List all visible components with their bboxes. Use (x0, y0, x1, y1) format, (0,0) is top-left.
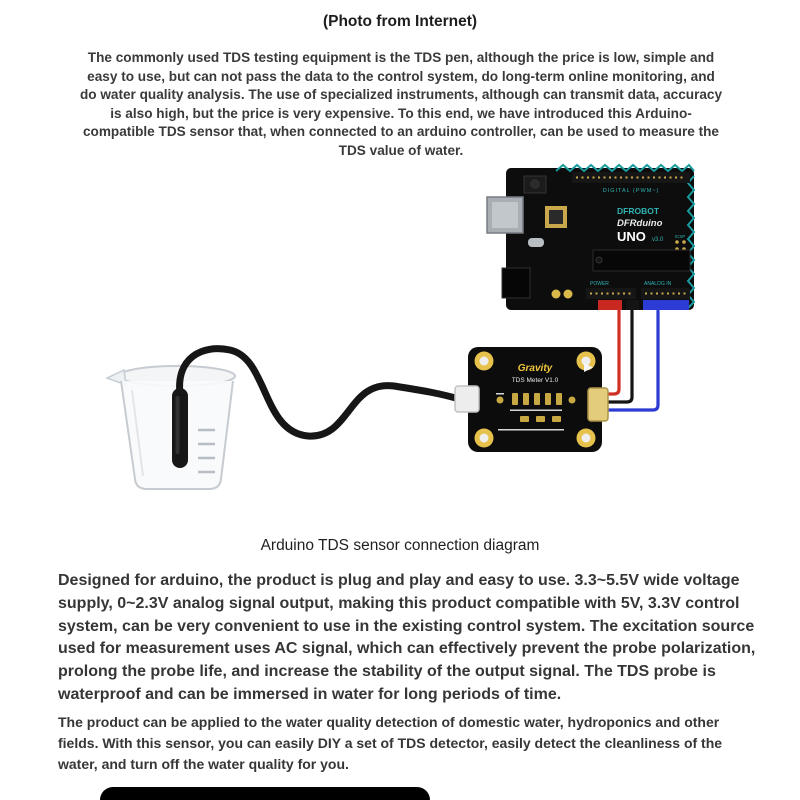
power-jack (502, 268, 530, 298)
analog-pin-header (641, 288, 690, 299)
icsp-label: ICSP (674, 234, 686, 239)
mcu-chip (593, 250, 690, 271)
beaker (107, 366, 235, 489)
mcu-notch (596, 257, 602, 263)
tds-label-text: TDS Meter V1.0 (511, 377, 559, 384)
tds-probe (172, 388, 188, 468)
analog-header-label: ANALOG IN (644, 281, 672, 287)
jumper-wires (604, 311, 658, 410)
capacitor (552, 290, 561, 299)
usb-port-inner (492, 202, 518, 228)
power-header-label: POWER (590, 281, 609, 287)
blue-pin-plug (643, 300, 689, 310)
arduino-uno-board (487, 165, 694, 310)
connection-diagram (0, 150, 800, 536)
arduino-model-text: DFRduino (617, 218, 663, 229)
reset-button-cap (530, 179, 540, 189)
arduino-brand-text: DFROBOT (617, 206, 660, 216)
features-paragraph: Designed for arduino, the product is plug and play and easy to use. 3.3~5.5V wide voltage supply, 0~2.3V analog signal output, making this product compatible with 5V, 3.3V control system, can be very convenient to use in the existing control system. The excitation source used for measurement uses AC signal, which can effectively prevent the probe polarization, prolong the probe life, and increase the stability of the output signal. The TDS probe is waterproof and can be immersed in water for long periods of time. (58, 572, 756, 703)
probe-connector-white (455, 386, 479, 412)
red-pin-plug (598, 300, 622, 310)
tds-sensor-board (468, 347, 602, 452)
wire-red (604, 311, 619, 394)
signal-connector-yellow (588, 388, 608, 421)
applications-paragraph: The product can be applied to the water quality detection of domestic water, hydroponics and other fields. With this sensor, you can easily DIY a set of TDS detector, easily detect the cleanliness of the water, and turn off the water quality for you. (58, 714, 723, 772)
page-title: (Photo from Internet) (322, 13, 478, 30)
gold-chip-die (549, 210, 563, 224)
intro-paragraph: The commonly used TDS testing equipment is the TDS pen, although the price is low, simple and easy to use, but can not pass the data to the control system, do long-term online monitoring, and do water quality analysis. The use of specialized instruments, although can transmit data, accuracy is also high, but the price is very expensive. To this end, we have introduced this Arduino-compatible TDS sensor that, when connected to an arduino controller, can be used to measure the TDS value of water. (79, 50, 723, 158)
arduino-series-text: UNO (617, 229, 646, 244)
black-pin-plug (626, 300, 639, 310)
digital-header-label: DIGITAL (PWM~) (602, 188, 660, 194)
arduino-version-text: v3.0 (652, 237, 664, 243)
bottom-bar (100, 787, 430, 800)
tds-brand-text: Gravity (517, 363, 553, 374)
diagram-caption: Arduino TDS sensor connection diagram (260, 537, 540, 554)
capacitor (564, 290, 573, 299)
oscillator (528, 238, 544, 247)
